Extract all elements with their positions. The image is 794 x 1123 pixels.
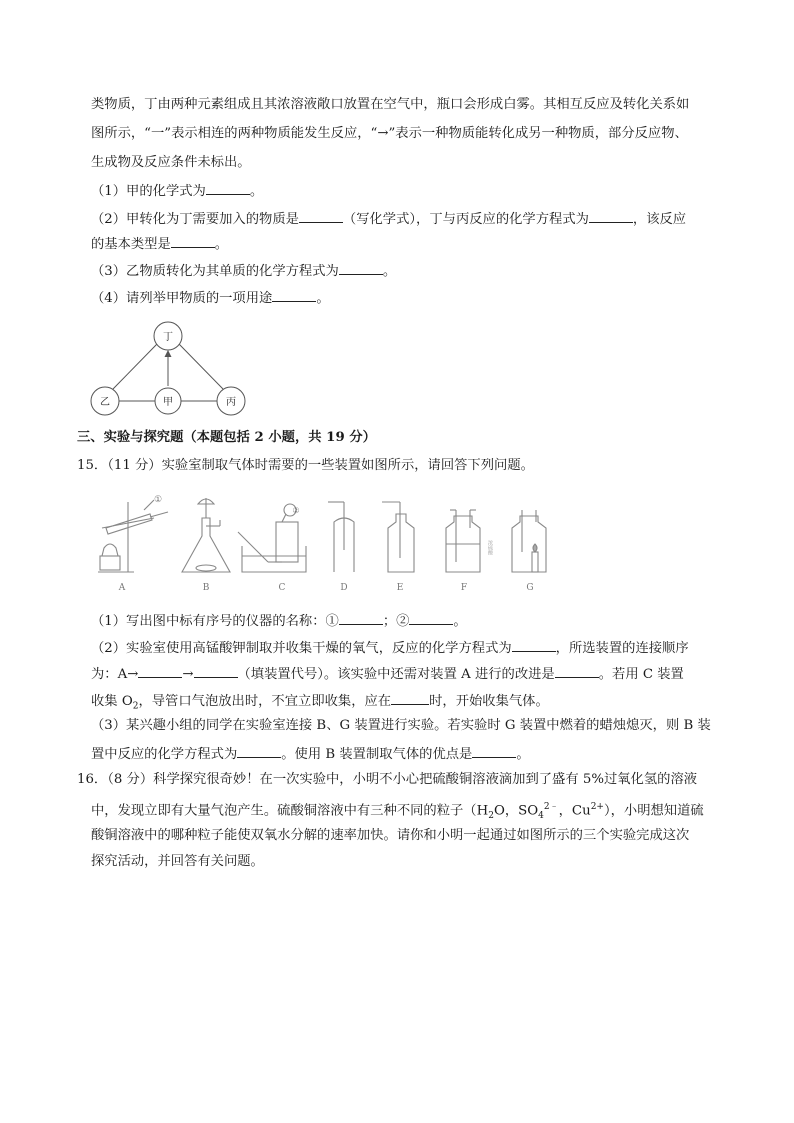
q14-part2-cont: 的基本类型是 。 (91, 233, 228, 255)
answer-blank (512, 637, 556, 652)
arrow-head (165, 350, 172, 357)
q16-line1: 16．（8 分）科学探究很奇妙！在一次实验中，小明不小心把硫酸铜溶液滴加到了盛有 5%过氧化氢的溶液 (77, 772, 698, 787)
answer-blank (339, 610, 383, 625)
q15-part2-cont2: 收集 $O_2$，导管口气泡放出时，不宜立即收集，应在 时，开始收集气体。 (91, 690, 549, 717)
answer-blank (206, 180, 250, 195)
answer-blank (391, 690, 429, 705)
q16-line2: 中，发现立即有大量气泡产生。硫酸铜溶液中有三种不同的粒子（$H_2O$，$SO_4^{2﹣}$，$Cu^{2+}$），小明想知道硫 (91, 802, 704, 822)
q14-part2: （2）甲转化为丁需要加入的物质是 （写化学式），丁与丙反应的化学方程式为 ，该反应 (91, 208, 686, 230)
q14-part3: （3）乙物质转化为其单质的化学方程式为 。 (91, 260, 396, 282)
node-jia-label: 甲 (163, 397, 173, 408)
line-ding-bing (179, 344, 223, 389)
apparatus-a (98, 500, 168, 572)
reaction-relationship-diagram (88, 320, 253, 420)
label-b: B (202, 583, 210, 593)
answer-blank (171, 233, 215, 248)
apparatus-e (382, 502, 414, 572)
lab-apparatus-figure (92, 492, 552, 602)
label-d: D (340, 583, 348, 593)
q16-line4: 探究活动，并回答有关问题。 (91, 854, 264, 869)
q14-intro-line3: 生成物及反应条件未标出。 (91, 155, 251, 170)
q14-part1: （1）甲的化学式为 。 (91, 180, 263, 202)
answer-blank (339, 260, 383, 275)
mark-1: ① (153, 495, 163, 505)
line-ding-yi (113, 344, 157, 389)
label-sulfuric-acid: 浓硫酸 (487, 540, 493, 555)
q14-part4: （4）请列举甲物质的一项用途 。 (91, 287, 330, 309)
answer-blank (272, 287, 316, 302)
q15-part1: （1）写出图中标有序号的仪器的名称：① ；② 。 (91, 610, 467, 632)
label-f: F (460, 583, 468, 593)
node-bing-label: 丙 (226, 397, 236, 408)
label-e: E (396, 583, 404, 593)
answer-blank (555, 663, 599, 678)
section-title: 三、实验与探究题（本题包括 2 小题，共 19 分） (77, 430, 376, 445)
answer-blank (299, 208, 343, 223)
apparatus-d (328, 502, 354, 572)
apparatus-g (512, 510, 546, 572)
q14-intro-line1: 类物质，丁由两种元素组成且其浓溶液敞口放置在空气中，瓶口会形成白雾。其相互反应及转化关系如 (91, 97, 690, 112)
label-a: A (118, 583, 126, 593)
answer-blank (589, 208, 633, 223)
label-c: C (278, 583, 286, 593)
node-ding-label: 丁 (163, 332, 173, 343)
q15-part2-cont1: 为：A→ → （填装置代号）。该实验中还需对装置 A 进行的改进是 。若用 C 装置 (91, 663, 684, 685)
answer-blank (138, 663, 182, 678)
q15-part3: （3）某兴趣小组的同学在实验室连接 B、G 装置进行实验。若实验时 G 装置中燃着的蜡烛熄灭，则 B 装 (91, 718, 711, 733)
answer-blank (194, 663, 238, 678)
node-yi-label: 乙 (100, 397, 110, 408)
q15-stem: 15．（11 分）实验室制取气体时需要的一些装置如图所示，请回答下列问题。 (77, 458, 534, 473)
q15-part2: （2）实验室使用高锰酸钾制取并收集干燥的氧气，反应的化学方程式为 ，所选装置的连接顺序 (91, 637, 689, 659)
apparatus-b (182, 498, 230, 572)
answer-blank (472, 743, 516, 758)
q15-part3-cont: 置中反应的化学方程式为 。使用 B 装置制取气体的优点是 。 (91, 743, 530, 765)
label-g: G (526, 583, 534, 593)
q16-line3: 酸铜溶液中的哪种粒子能使双氧水分解的速率加快。请你和小明一起通过如图所示的三个实验完成这次 (91, 828, 690, 843)
apparatus-f (446, 510, 480, 572)
q14-intro-line2: 图所示，“一”表示相连的两种物质能发生反应，“→”表示一种物质能转化成另一种物质，部分反应物、 (91, 126, 688, 141)
answer-blank (409, 610, 453, 625)
answer-blank (237, 743, 281, 758)
mark-2: ② (292, 506, 300, 515)
